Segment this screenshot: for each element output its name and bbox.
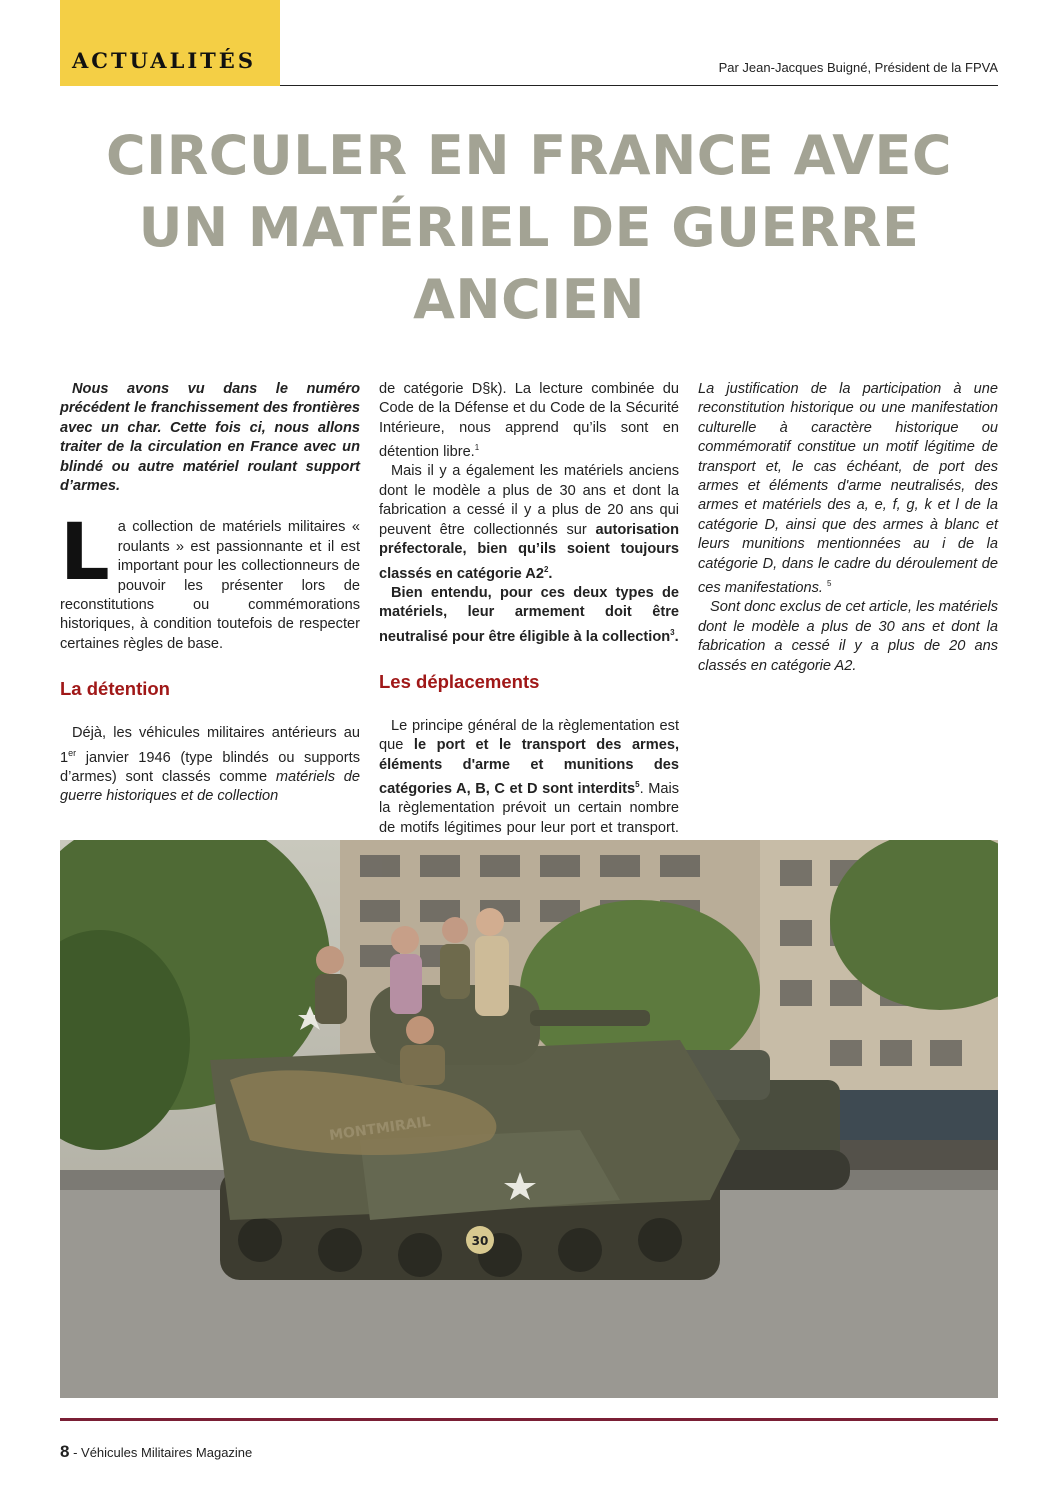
tank-gun: [530, 1010, 650, 1026]
text-run: Mais il y a également les matériels anciens dont le modèle a plus de 30 ans et dont la fabrication a cessé il y a plus de 20 ans qui peuvent être collectionnés sur: [379, 463, 679, 538]
quoted-regulation: La justification de la participation à une reconstitution historique ou une manifestation culturelle à caractère historique ou commémoratif constitue un motif légitime de transport et, le cas échéant, de port des armes et éléments d'arme neutralisés, des armes et matériels des a, e, f, g, k et l de la catégorie D, ainsi que des armes à blanc et leurs munitions mentionnées au i de la catégorie D, dans le cadre du déroulement de ces manifestations.: [698, 381, 998, 596]
tank-parade-photo: [60, 840, 998, 1398]
footnote-ref: 5: [635, 780, 640, 790]
detention-paragraph-2: [379, 462, 679, 583]
section-tag: [60, 0, 280, 86]
footnote-ref: 1: [474, 443, 480, 453]
magazine-name: Véhicules Militaires Magazine: [81, 1445, 253, 1460]
column-1: [60, 380, 360, 807]
article-title: [60, 120, 998, 336]
punctuation: .: [548, 565, 553, 582]
title-line-3: ANCIEN: [413, 268, 645, 331]
text-run: janvier 1946 (type blindés ou supports d’armes) sont classés comme: [60, 749, 360, 785]
punctuation: .: [674, 628, 679, 645]
intro-text: a collection de matériels militaires « roulants » est passionnante et il est important pour les collectionneurs de pouvoir les présenter lors de reconstitutions ou commémorations historiques, à condition toutefois de respecter certaines règles de base.: [60, 519, 360, 652]
footnote-ref: 2: [543, 564, 549, 574]
strong-text: autorisation préfectorale, bien qu’ils soient toujours classés en catégorie A2: [379, 521, 679, 582]
page-footer: [60, 1442, 252, 1462]
footer-separator: -: [69, 1445, 82, 1460]
drop-cap: L: [60, 508, 110, 599]
footnote-ref: 3: [670, 627, 675, 637]
footer-rule: [60, 1418, 998, 1421]
footnote-ref: 5: [826, 579, 832, 589]
superscript: er: [68, 747, 77, 758]
text-run: Le principe général de la règlementation est que: [379, 717, 679, 754]
title-line-1: CIRCULER EN FRANCE AVEC: [105, 124, 953, 187]
byline: Par Jean-Jacques Buigné, Président de la FPVA: [718, 60, 998, 75]
chapeau: Nous avons vu dans le numéro précédent le franchissement des frontières avec un char. Cette fois ci, nous allons traiter de la circulation en France avec un blindé ou autre matériel roulant support d’armes.: [60, 381, 360, 495]
deplacements-quote: [698, 380, 998, 598]
heading-deplacements: Les déplacements: [379, 670, 540, 692]
heading-detention: La détention: [60, 678, 170, 700]
deplacements-paragraph-2: [698, 598, 998, 676]
strong-text: Bien entendu, pour ces deux types de matériels, leur armement doit être neutralisé pour être éligible à la collection: [379, 584, 679, 645]
detention-paragraph-1: [60, 724, 360, 806]
title-line-2: UN MATÉRIEL DE GUERRE: [138, 196, 920, 259]
tank-number: 30: [471, 1234, 489, 1248]
emphasis: Sont donc exclus de cet article, les matériels dont le modèle a plus de 30 ans et dont la fabrication a cessé il y a plus de 20 ans classés en catégorie A2.: [698, 599, 998, 674]
detention-paragraph-1-cont: [379, 380, 679, 462]
text-run: de catégorie D§k). La lecture combinée du Code de la Défense et du Code de la Sécurité Intérieure, nous apprend qu’ils sont en détention libre.: [379, 381, 679, 461]
strong-text: le port et le transport des armes, éléments d'arme et munitions des catégories A, B, C et D sont interdits: [379, 737, 680, 797]
column-2: [379, 380, 679, 916]
column-3: [698, 380, 998, 676]
photo-illustration: [60, 840, 998, 1398]
page-number: 8: [60, 1442, 70, 1461]
text-run: Déjà, les véhicules militaires antérieurs au 1: [60, 725, 360, 766]
header-rule: [280, 85, 998, 86]
detention-paragraph-3: [379, 584, 679, 647]
text-run: . Mais la règlementation prévoit un certain nombre de motifs légitimes pour leur port et transport.: [379, 780, 680, 836]
section-label: ACTUALITÉS: [72, 48, 256, 73]
intro-paragraph: [60, 508, 360, 654]
emphasis: matériels de guerre historiques et de collection: [60, 768, 360, 805]
